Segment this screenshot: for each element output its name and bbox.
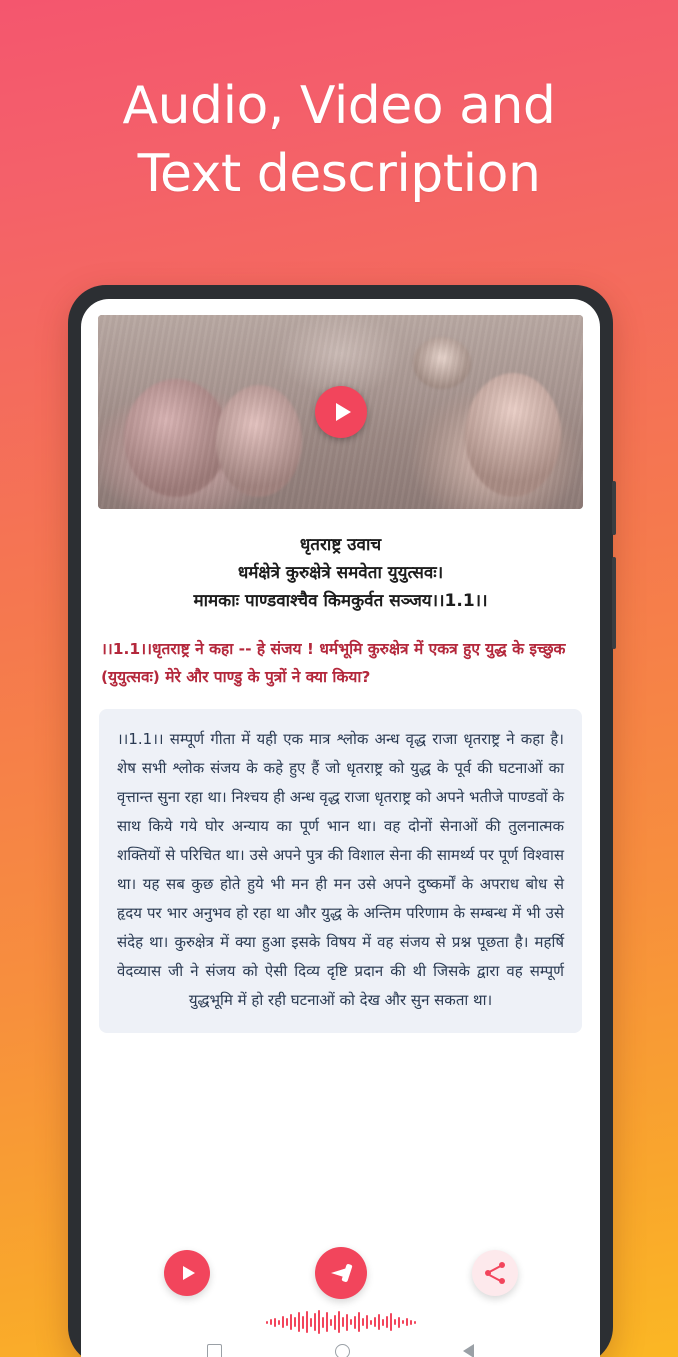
play-icon — [183, 1266, 195, 1280]
waveform-bar — [386, 1316, 388, 1328]
waveform-bar — [402, 1320, 404, 1324]
action-bar — [81, 1247, 600, 1299]
waveform-bar — [354, 1316, 356, 1329]
waveform-bar — [330, 1319, 332, 1326]
artwork-figure — [216, 385, 302, 497]
verse-speaker-line: धृतराष्ट्र उवाच — [299, 535, 382, 555]
megaphone-icon — [330, 1262, 352, 1284]
waveform-bar — [290, 1314, 292, 1330]
phone-mockup — [68, 285, 613, 1357]
verse-commentary: ।।1.1।। सम्पूर्ण गीता में यही एक मात्र श्लोक अन्ध वृद्ध राजा धृतराष्ट्र ने कहा है। शेष सभी श्लोक संजय के कहे हुए हैं जो धृतराष्ट्र को युद्ध के पूर्व की घटनाओं का वृत्तान्त सुना रहा था। निश्चय ही अन्ध वृद्ध राजा धृतराष्ट्र को अपने भतीजे पाण्डवों के साथ किये गये घोर अन्याय का पूर्ण भान था। वह दोनों सेनाओं की तुलनात्मक शक्तियों से परिचित था। उसे अपने पुत्र की विशाल सेना की सामर्थ्य पर पूर्ण विश्वास था। यह सब कुछ होते हुये भी मन ही मन उसे अपने दुष्कर्मों के अपराध बोध से हृदय पर भार अनुभव हो रहा था और युद्ध के अन्तिम परिणाम के सम्बन्ध में भी उसे संदेह था। कुरुक्षेत्र में क्या हुआ इसके विषय में वह संजय से प्रश्न पूछता है। महर्षि वेदव्यास जी ने संजय को ऐसी दिव्य दृष्टि प्रदान की थी जिसके द्वारा वह सम्पूर्ण युद्धभूमि में हो रही घटनाओं को देख और सुन सकता था। — [99, 709, 582, 1033]
waveform-bar — [342, 1317, 344, 1327]
waveform-bar — [282, 1316, 284, 1328]
square-icon[interactable] — [207, 1344, 222, 1357]
circle-icon[interactable] — [335, 1344, 350, 1357]
waveform-bar — [398, 1317, 400, 1328]
waveform-bar — [358, 1312, 360, 1332]
waveform-bar — [410, 1320, 412, 1325]
audio-waveform[interactable] — [81, 1309, 600, 1335]
waveform-bar — [270, 1319, 272, 1325]
sanskrit-verse — [105, 531, 576, 615]
waveform-bar — [406, 1318, 408, 1326]
play-audio-button[interactable] — [164, 1250, 210, 1296]
play-circle-icon[interactable] — [315, 386, 367, 438]
android-navigation-bar — [81, 1337, 600, 1357]
waveform-bar — [306, 1311, 308, 1333]
waveform-bar — [318, 1310, 320, 1334]
waveform-bar — [378, 1314, 380, 1330]
waveform-bar — [366, 1315, 368, 1329]
waveform-bar — [414, 1321, 416, 1324]
artwork-figure — [413, 337, 471, 389]
share-button[interactable] — [472, 1250, 518, 1296]
waveform-bar — [302, 1316, 304, 1329]
waveform-bar — [350, 1319, 352, 1325]
waveform-bar — [286, 1318, 288, 1326]
headline-line-2: Text description — [137, 144, 541, 204]
waveform-bar — [382, 1319, 384, 1326]
waveform-bar — [370, 1320, 372, 1325]
video-thumbnail[interactable] — [98, 315, 583, 509]
waveform-bar — [374, 1317, 376, 1327]
waveform-bar — [362, 1318, 364, 1326]
waveform-bar — [274, 1318, 276, 1327]
waveform-bar — [334, 1315, 336, 1330]
waveform-bar — [278, 1320, 280, 1325]
verse-line-1: धर्मक्षेत्रे कुरुक्षेत्रे समवेता युयुत्सवः। — [237, 563, 444, 583]
waveform-bar — [310, 1318, 312, 1327]
waveform-bar — [294, 1317, 296, 1327]
triangle-icon[interactable] — [463, 1344, 474, 1357]
waveform-bar — [322, 1317, 324, 1328]
headline-line-1: Audio, Video and — [122, 76, 556, 136]
artwork-figure — [124, 379, 228, 497]
verse-translation: ।।1.1।।धृतराष्ट्र ने कहा -- हे संजय ! धर्मभूमि कुरुक्षेत्र में एकत्र हुए युद्ध के इच्छुक (युयुत्सवः) मेरे और पाण्डु के पुत्रों ने क्या किया? — [101, 640, 566, 686]
speak-button[interactable] — [315, 1247, 367, 1299]
waveform-bar — [326, 1312, 328, 1332]
play-triangle-icon — [336, 403, 351, 421]
waveform-bar — [338, 1311, 340, 1333]
share-icon — [484, 1262, 506, 1284]
promo-headline — [0, 72, 678, 208]
waveform-bar — [314, 1313, 316, 1331]
artwork-figure — [465, 373, 561, 497]
verse-line-2: मामकाः पाण्डवाश्चैव किमकुर्वत सञ्जय।।1.1।। — [193, 591, 488, 611]
waveform-bar — [266, 1321, 268, 1324]
waveform-bar — [394, 1319, 396, 1325]
waveform-bar — [346, 1314, 348, 1331]
waveform-bar — [390, 1313, 392, 1331]
waveform-bar — [298, 1312, 300, 1332]
app-screen — [81, 299, 600, 1357]
